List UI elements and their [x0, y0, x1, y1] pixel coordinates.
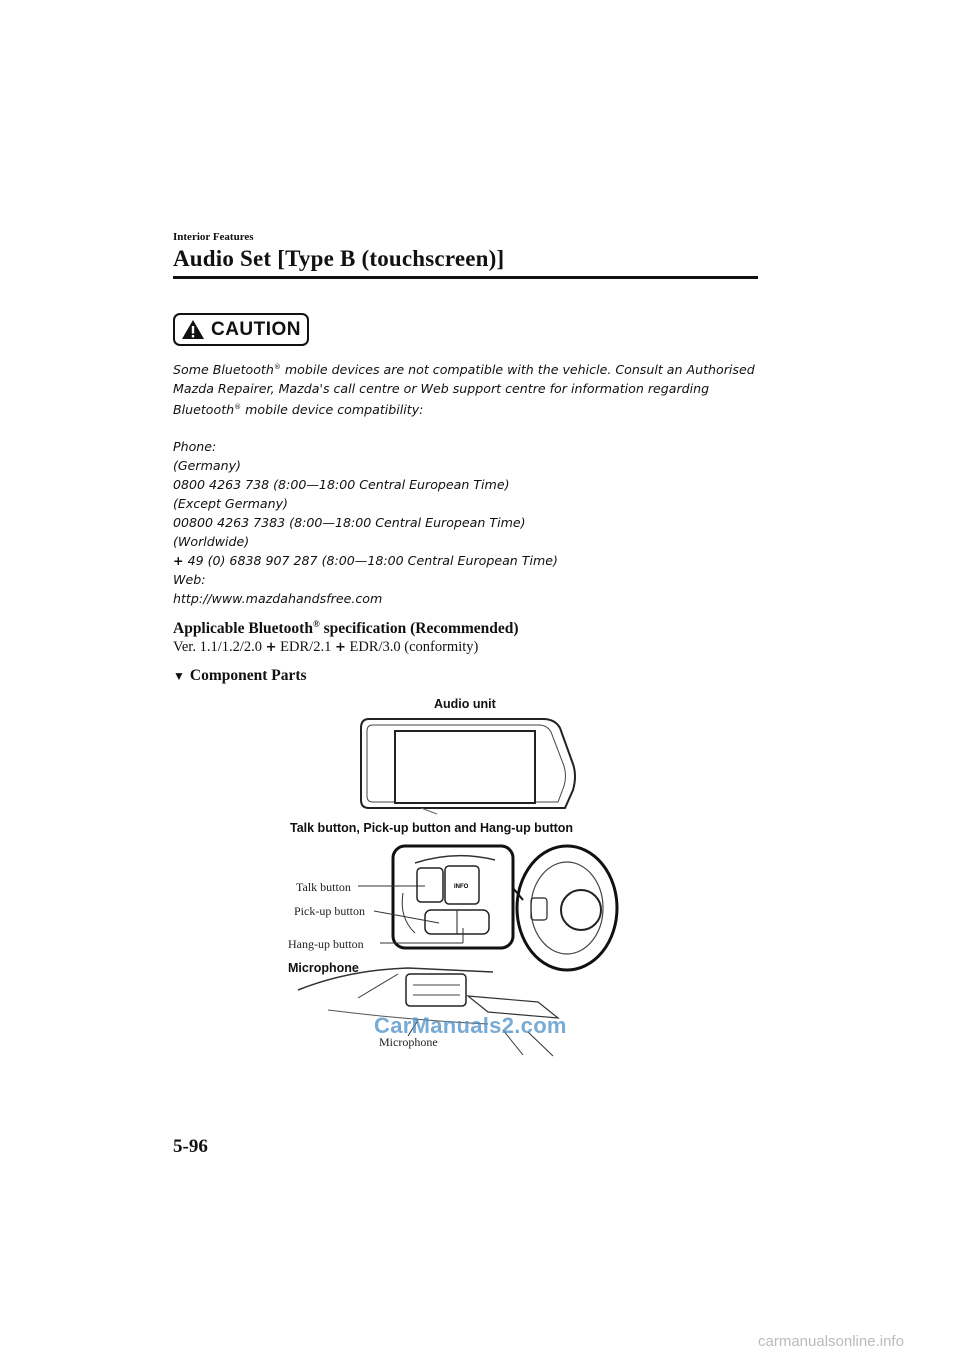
worldwide-label: (Worldwide) [173, 534, 250, 550]
plus-icon: + [265, 640, 277, 655]
web-url: http://www.mazdahandsfree.com [173, 591, 383, 607]
talk-button-callout: Talk button [296, 880, 351, 894]
germany-number: 0800 4263 738 (8:00—18:00 Central European Time) [173, 477, 510, 493]
talk-buttons-title: Talk button, Pick-up button and Hang-up button [290, 821, 574, 835]
audio-unit-illustration [355, 716, 585, 816]
spec-value: Ver. 1.1/1.2/2.0 + EDR/2.1 + EDR/3.0 (conformity) [173, 639, 479, 655]
microphone-title: Microphone [288, 961, 359, 975]
caution-line-2: Mazda Repairer, Mazda's call centre or Web support centre for information regarding [173, 381, 710, 397]
web-label: Web: [173, 572, 206, 588]
watermark: CarManuals2.com [374, 1013, 567, 1038]
info-button-label: INFO [454, 884, 469, 890]
pickup-button-callout: Pick-up button [294, 904, 365, 918]
except-germany-label: (Except Germany) [173, 496, 288, 512]
germany-label: (Germany) [173, 458, 241, 474]
microphone-callout: Microphone [379, 1035, 438, 1049]
caution-line-3: Bluetooth® mobile device compatibility: [173, 402, 424, 418]
plus-icon: + [173, 553, 184, 569]
hangup-button-callout: Hang-up button [288, 937, 364, 951]
title-rule [173, 276, 758, 279]
caution-body [173, 358, 763, 608]
caution-box [173, 313, 309, 346]
page-title: Audio Set [Type B (touchscreen)] [173, 246, 505, 271]
triangle-down-icon: ▼ [173, 668, 185, 683]
component-parts-label: Component Parts [189, 667, 307, 684]
caution-line-1: Some Bluetooth® mobile devices are not compatible with the vehicle. Consult an Authorised [173, 362, 755, 378]
page-number: 5-96 [173, 1136, 208, 1157]
worldwide-number: + 49 (0) 6838 907 287 (8:00—18:00 Central European Time) [173, 553, 558, 569]
phone-label: Phone: [173, 439, 217, 455]
footer-site-link[interactable]: carmanualsonline.info [758, 1333, 904, 1350]
steering-wheel-illustration [355, 838, 605, 978]
spec-heading: Applicable Bluetooth® specification (Recommended) [173, 619, 519, 638]
component-parts-heading [173, 667, 307, 685]
warning-triangle-icon [181, 319, 205, 340]
plus-icon: + [334, 640, 346, 655]
caution-label: CAUTION [210, 318, 302, 340]
audio-unit-label: Audio unit [434, 697, 496, 711]
except-germany-number: 00800 4263 7383 (8:00—18:00 Central European Time) [173, 515, 526, 531]
section-label: Interior Features [173, 231, 254, 243]
